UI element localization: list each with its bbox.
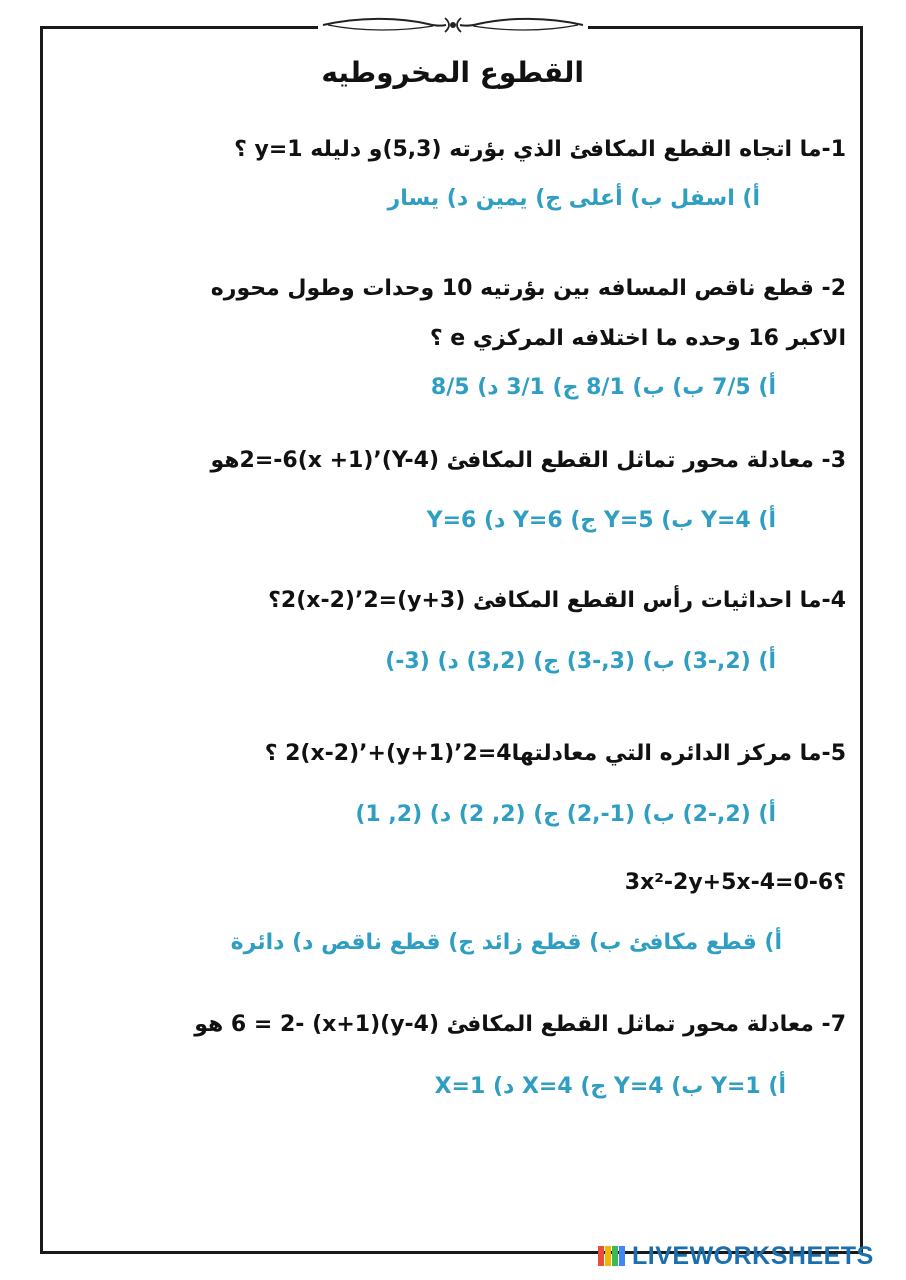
watermark-text: LIVEWORKSHEETS	[632, 1241, 874, 1270]
question-2-text-line-2: الاكبر 16 وحده ما اختلافه المركزي e ؟	[429, 326, 846, 351]
question-5-answers: أ) (2,-2) ب) (1-,2) ج) (2, 2) د) (2, 1)	[355, 802, 776, 827]
question-1-text: 1-ما اتجاه القطع المكافئ الذي بؤرته (5,3)و دليله y=1 ؟	[234, 137, 846, 162]
question-7-text: 7- معادلة محور تماثل القطع المكافئ (y-4)(x+1) -6 = 2 هو	[194, 1012, 846, 1037]
question-1-answers: أ) اسفل ب) أعلى ج) يمين د) يسار	[387, 186, 760, 211]
question-3-answers: أ) Y=4 ب) Y=5 ج) Y=6 د) Y=6	[426, 508, 776, 533]
question-6-text: 3x²-2y+5x-4=0-6؟	[624, 870, 846, 895]
liveworksheets-logo-icon	[598, 1244, 626, 1268]
liveworksheets-watermark	[598, 1240, 898, 1272]
question-2-answers: أ) 7/5 ب) ب) 8/1 ج) 3/1 د) 8/5	[430, 375, 776, 400]
question-2-text-line-1: 2- قطع ناقص المسافه بين بؤرتيه 10 وحدات وطول محوره	[210, 276, 846, 301]
question-4-answers: أ) (2,-3) ب) (3,-3) ج) (3,2) د) (3-)	[385, 649, 776, 674]
page-title: القطوع المخروطيه	[321, 56, 584, 89]
question-7-answers: أ) Y=1 ب) Y=4 ج) X=4 د) X=1	[434, 1074, 786, 1099]
decorative-divider-icon	[318, 12, 588, 38]
question-3-text: 3- معادلة محور تماثل القطع المكافئ (Y-4)’2=-6(x +1)هو	[210, 448, 846, 473]
question-4-text: 4-ما احداثيات رأس القطع المكافئ (y+3)=2(x-2)’2؟	[268, 588, 846, 613]
question-6-answers: أ) قطع مكافئ ب) قطع زائد ج) قطع ناقص د) دائرة	[230, 930, 782, 955]
question-5-text: 5-ما مركز الدائره التي معادلتها4=2’(y+1)+’(x-2)2 ؟	[264, 741, 846, 766]
